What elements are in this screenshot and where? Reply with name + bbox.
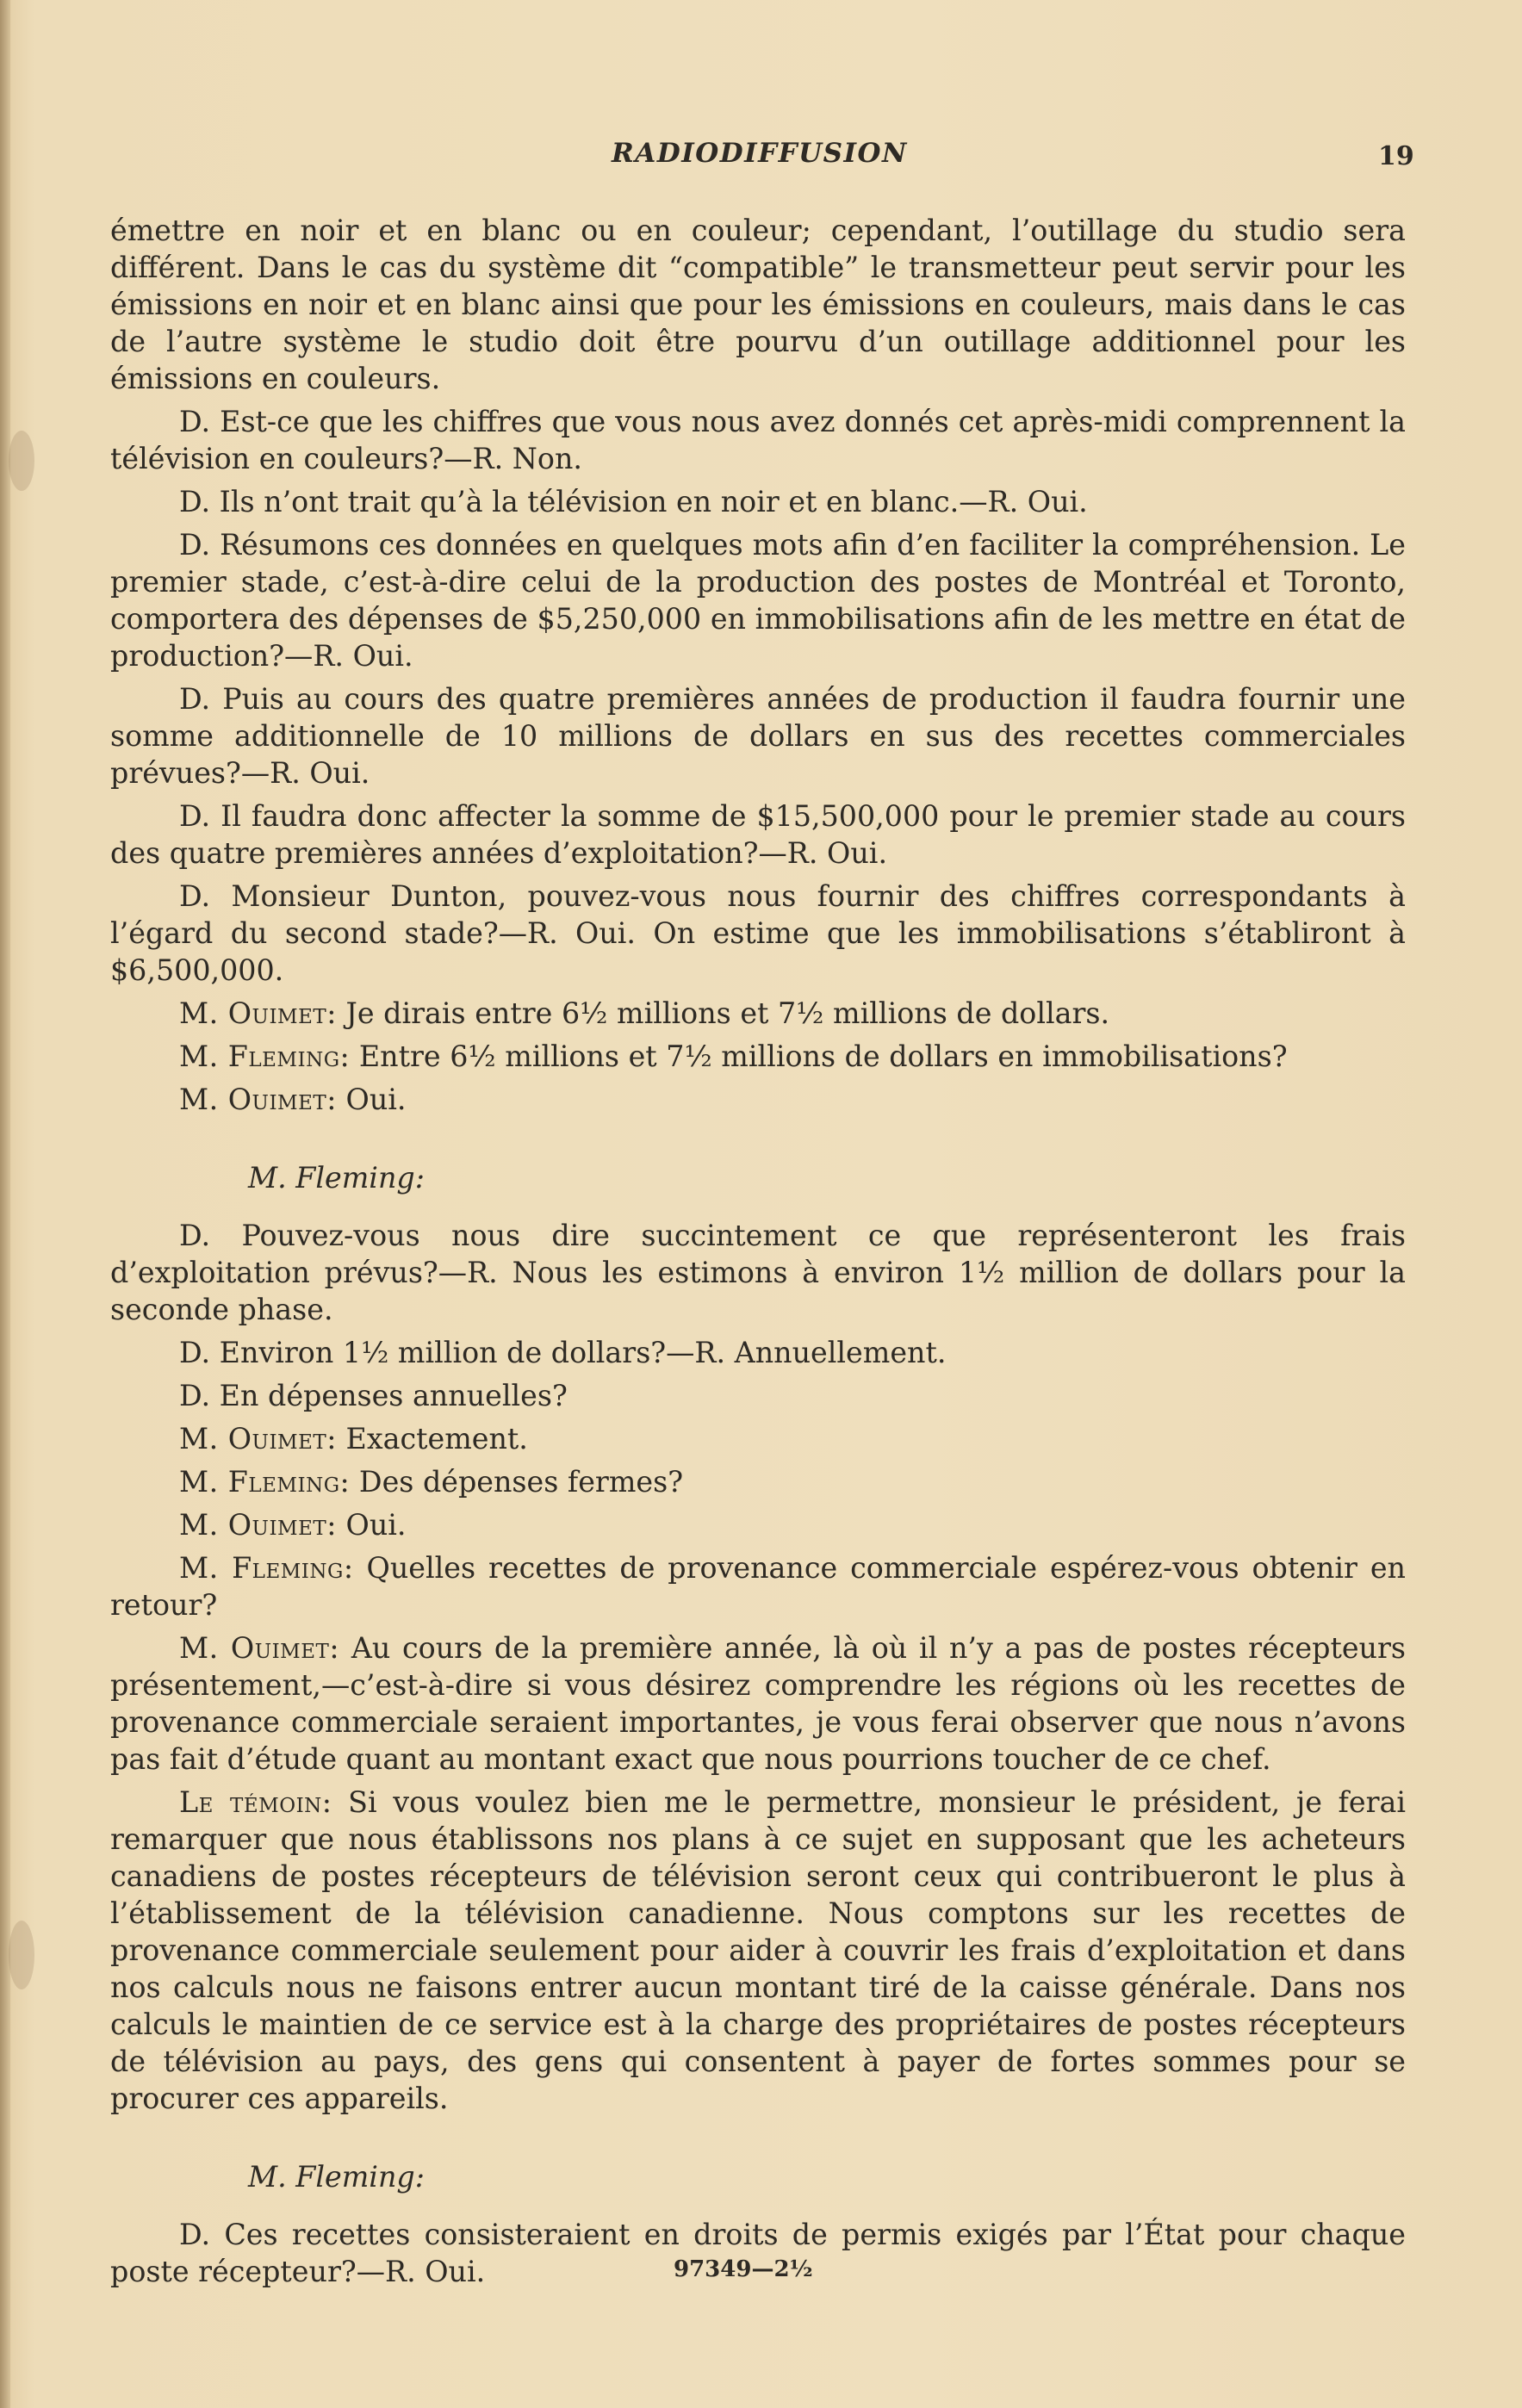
speaker-name: M. Fleming: bbox=[179, 1465, 351, 1499]
paragraph: D. Environ 1½ million de dollars?—R. Annuellement. bbox=[179, 1336, 947, 1369]
speaker-paragraph bbox=[110, 1463, 1406, 1500]
speaker-paragraph bbox=[110, 1506, 1406, 1543]
paragraph: D. Pouvez-vous nous dire succintement ce que représenteront les frais d’exploitation prévus?—R. Nous les estimons à environ 1½ million de dollars pour la seconde phase. bbox=[110, 1219, 1406, 1326]
body-text bbox=[110, 212, 1406, 2296]
running-head: RADIODIFFUSION bbox=[612, 138, 908, 169]
paragraph: D. Résumons ces données en quelques mots afin d’en faciliter la compréhension. Le premier stade, c’est-à-dire celui de la production des postes de Montréal et Toronto, comportera des dépenses de $5,250,000 en immobilisations afin de les mettre en état de production?—R. Oui. bbox=[110, 528, 1406, 673]
speaker-name: M. Ouimet: bbox=[179, 996, 337, 1030]
speaker-paragraph bbox=[110, 1081, 1406, 1118]
paragraph: D. Puis au cours des quatre premières années de production il faudra fournir une somme additionnelle de 10 millions de dollars en sus des recettes commerciales prévues?—R. Oui. bbox=[110, 682, 1406, 790]
paper-stain bbox=[9, 431, 34, 491]
speaker-text: Je dirais entre 6½ millions et 7½ millions de dollars. bbox=[345, 996, 1110, 1030]
page-spine bbox=[0, 0, 10, 2408]
speaker-text: Au cours de la première année, là où il n’y a pas de postes récepteurs présentement,—c’est-à-dire si vous désirez comprendre les régions où les recettes de provenance commerciale seraient importantes, je vous ferai observer que nous n’avons pas fait d’étude quant au montant exact que nous pourrions toucher de ce chef. bbox=[110, 1631, 1406, 1776]
speaker-paragraph bbox=[110, 1629, 1406, 1778]
speaker-text: Exactement. bbox=[345, 1422, 528, 1455]
paragraph: D. Est-ce que les chiffres que vous nous avez donnés cet après-midi comprennent la télévision en couleurs?—R. Non. bbox=[110, 405, 1406, 475]
speaker-paragraph bbox=[110, 1038, 1406, 1075]
speaker-text: Quelles recettes de provenance commerciale espérez-vous obtenir en retour? bbox=[110, 1551, 1406, 1622]
section-heading: M. Fleming: bbox=[248, 1161, 425, 1195]
speaker-paragraph bbox=[110, 1420, 1406, 1457]
speaker-name: M. Ouimet: bbox=[179, 1422, 337, 1455]
speaker-paragraph bbox=[110, 1784, 1406, 2117]
speaker-name: M. Ouimet: bbox=[179, 1508, 337, 1542]
paragraph: D. En dépenses annuelles? bbox=[179, 1379, 568, 1412]
speaker-text: Des dépenses fermes? bbox=[358, 1465, 684, 1499]
speaker-name: M. Ouimet: bbox=[179, 1083, 337, 1116]
page-header bbox=[0, 138, 1522, 176]
speaker-name: M. Fleming: bbox=[179, 1040, 351, 1073]
speaker-text: Entre 6½ millions et 7½ millions de dollars en immobilisations? bbox=[358, 1040, 1288, 1073]
paragraph: D. Monsieur Dunton, pouvez-vous nous fournir des chiffres correspondants à l’égard du second stade?—R. Oui. On estime que les immobilisations s’établiront à $6,500,000. bbox=[110, 879, 1406, 987]
paragraph: D. Il faudra donc affecter la somme de $15,500,000 pour le premier stade au cours des quatre premières années d’exploitation?—R. Oui. bbox=[110, 799, 1406, 870]
speaker-name: Le témoin: bbox=[179, 1785, 332, 1819]
print-code: 97349—2½ bbox=[674, 2256, 813, 2282]
paragraph: D. Ces recettes consisteraient en droits de permis exigés par l’État pour chaque poste récepteur?—R. Oui. bbox=[110, 2218, 1406, 2288]
paragraph: émettre en noir et en blanc ou en couleur; cependant, l’outillage du studio sera différent. Dans le cas du système dit “compatible” le transmetteur peut servir pour les émissions en noir et en blanc ainsi que pour les émissions en couleurs, mais dans le cas de l’autre système le studio doit être pourvu d’un outillage additionnel pour les émissions en couleurs. bbox=[110, 214, 1406, 395]
speaker-text: Oui. bbox=[345, 1083, 407, 1116]
section-heading: M. Fleming: bbox=[248, 2160, 425, 2194]
speaker-paragraph bbox=[110, 995, 1406, 1032]
paragraph: D. Ils n’ont trait qu’à la télévision en noir et en blanc.—R. Oui. bbox=[179, 485, 1088, 518]
speaker-paragraph bbox=[110, 1549, 1406, 1623]
speaker-name: M. Ouimet: bbox=[179, 1631, 340, 1665]
page-number: 19 bbox=[1378, 141, 1414, 171]
speaker-text: Oui. bbox=[345, 1508, 407, 1542]
speaker-text: Si vous voulez bien me le permettre, monsieur le président, je ferai remarquer que nous établissons nos plans à ce sujet en supposant que les acheteurs canadiens de postes récepteurs de télévision seront ceux qui contribueront le plus à l’établissement de la télévision canadienne. Nous comptons sur les recettes de provenance commerciale seulement pour aider à couvrir les frais d’exploitation et dans nos calculs nous ne faisons entrer aucun montant tiré de la caisse générale. Dans nos calculs le maintien de ce service est à la charge des propriétaires de postes récepteurs de télévision au pays, des gens qui consentent à payer de fortes sommes pour se procurer ces appareils. bbox=[110, 1785, 1407, 2115]
speaker-name: M. Fleming: bbox=[179, 1551, 354, 1585]
paper-stain bbox=[9, 1921, 34, 1989]
